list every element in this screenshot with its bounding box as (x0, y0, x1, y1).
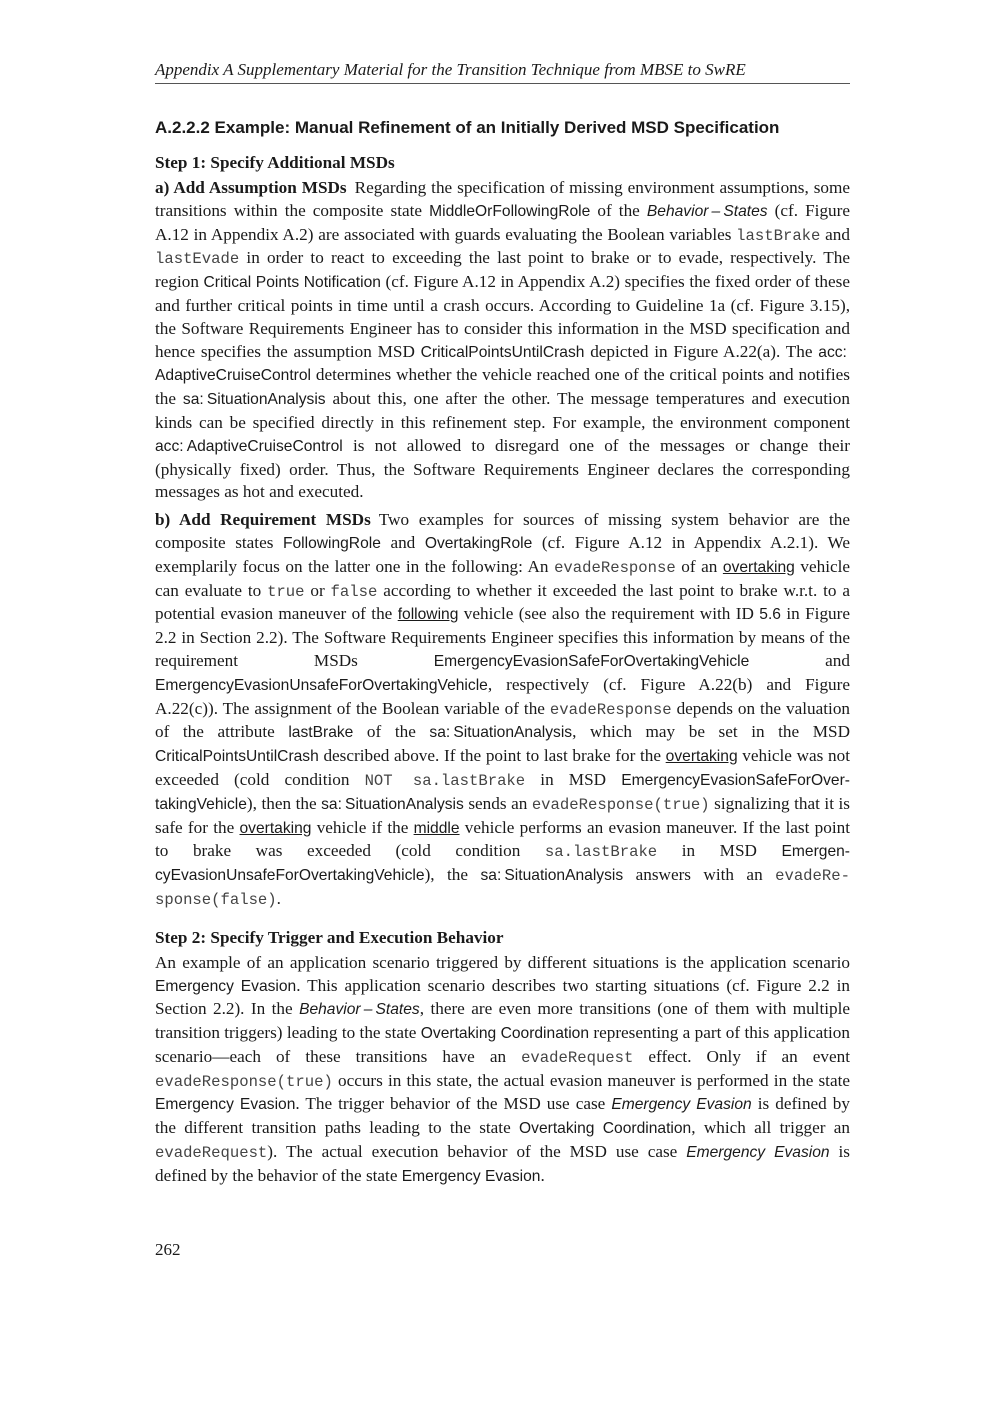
code: evadeRequest (155, 1144, 268, 1163)
term: sa: SituationAnalysis (182, 391, 326, 409)
text: and (749, 650, 850, 670)
term: sa: SituationAnalysis (321, 795, 464, 813)
paragraph-requirement-msds (155, 509, 850, 912)
code: NOT sa.lastBrake (364, 771, 526, 790)
code: sa.lastBrake (544, 843, 658, 862)
term: CriticalPointsUntilCrash (420, 343, 585, 361)
text: (cf. Figure A.12 in Appendix A.2) specifies the fixed order of these and further critical points in time until a crash occurs. According to Guideline 1a (cf. Figure 3.15), the Software Requirements Engineer has to consider this information in the MSD specification and hence specifies the assumption MSD (155, 272, 850, 361)
text: vehicle (see also the requirement with ID (458, 604, 760, 624)
text: , which all trigger an (691, 1118, 850, 1138)
code: false (330, 582, 378, 601)
term: Emergency Evasion (686, 1144, 830, 1162)
code: evadeRequest (521, 1048, 634, 1067)
term: EmergencyEvasionSafeForOvertakingVehicle (433, 652, 750, 670)
underlined-term: overtaking (665, 748, 738, 766)
text: , which may be set in the MSD (572, 722, 850, 742)
term: acc: AdaptiveCruiseControl (155, 437, 343, 455)
code: lastEvade (155, 250, 240, 269)
page-number: 262 (155, 1240, 181, 1259)
text: Two examples for sources of missing system behavior are the composite states (155, 510, 850, 552)
text: ). The actual execution behavior of the MSD use case (267, 1142, 687, 1162)
term: Behavior – States (299, 1001, 420, 1019)
underlined-term: overtaking (722, 558, 795, 576)
code: evadeResponse (549, 700, 672, 719)
text: vehicle was not exceeded (cold condition (155, 746, 850, 789)
term: 5.6 (759, 606, 781, 624)
code: evadeResponse(false) (155, 867, 850, 909)
text: (cf. Figure A.12 in Appendix A.2) are associated with guards evaluating the Boolean variables (155, 200, 850, 244)
run-in-heading-b: b) Add Requirement MSDs (155, 510, 371, 530)
text: determines whether the vehicle reached one of the critical points and notifies the (155, 365, 850, 409)
main-content (155, 116, 850, 1189)
code: lastBrake (736, 226, 821, 245)
code: evadeResponse(true) (155, 1072, 333, 1091)
text: depends on the valuation of the attribute (155, 698, 851, 742)
text: and (820, 224, 850, 244)
text: is defined by the different transition paths leading to the state (155, 1094, 850, 1138)
paragraph-trigger-execution (155, 952, 850, 1189)
text: effect. Only if an event (633, 1046, 850, 1066)
text: An example of an application scenario triggered by different situations is the application scenario (155, 952, 850, 972)
underlined-term: following (397, 606, 459, 624)
text: in MSD (525, 769, 622, 789)
text: . (540, 1165, 545, 1185)
underlined-term: middle (413, 819, 460, 837)
text: , there are even more transitions (one of them with multiple transition triggers) leading to the state (155, 999, 850, 1043)
term: Overtaking Coordination (519, 1120, 692, 1138)
text: vehicle if the (311, 817, 414, 837)
text: ), the (424, 865, 481, 885)
text: occurs in this state, the actual evasion maneuver is performed in the state (332, 1070, 850, 1090)
term: Emergency Evasion (611, 1096, 752, 1114)
text: or (304, 580, 331, 600)
paragraph-assumption-msds (155, 177, 850, 504)
text: Regarding the specification of missing environment assumptions, some transitions within the composite state (155, 178, 850, 220)
text: , respectively (cf. Figure A.22(b) and Figure A.22(c)). The assignment of the Boolean variable of the (155, 674, 850, 718)
text: representing a part of this application scenario—each of these transitions have an (155, 1023, 850, 1066)
text: of the (590, 200, 647, 220)
text: according to whether it exceeded the last point to brake w.r.t. to a potential evasion maneuver of the (155, 580, 850, 624)
text: in MSD (657, 841, 782, 861)
term: Emergency Evasion (155, 1096, 296, 1114)
term: lastBrake (288, 724, 354, 742)
term: MiddleOrFollowingRole (429, 202, 591, 220)
text: is defined by the behavior of the state (155, 1142, 850, 1185)
text: described above. If the point to last brake for the (318, 746, 666, 766)
code: evadeResponse (554, 558, 676, 577)
text: in Figure 2.2 in Section 2.2). The Software Requirements Engineer specifies this information by means of the requirement MSDs (155, 604, 850, 670)
term: sa: SituationAnalysis (480, 867, 624, 885)
text: (cf. Figure A.12 in Appendix A.2.1). We exemplarily focus on the latter one in the following: An (155, 532, 850, 576)
text: answers with an (623, 865, 776, 885)
term: FollowingRole (282, 534, 381, 552)
step2-title: Step 2: Specify Trigger and Execution Behavior (155, 927, 504, 947)
text: . The trigger behavior of the MSD use case (295, 1094, 612, 1114)
term: Emergency Evasion (155, 977, 297, 995)
text: of the (353, 722, 430, 742)
term: sa: SituationAnalysis (429, 724, 573, 742)
term: Critical Points Notification (203, 274, 381, 292)
text: . (276, 888, 281, 908)
text: . This application scenario describes two starting situations (cf. Figure 2.2 in Section 2.2). In the (155, 975, 850, 1019)
text: about this, one after the other. The message temperatures and execution kinds can be specified directly in this refinement step. For example, the environment component (155, 389, 850, 432)
text: in order to react to exceeding the last point to brake or to evade, respectively. The region (155, 248, 850, 292)
section-title: A.2.2.2 Example: Manual Refinement of an Initially Derived MSD Specification (155, 118, 780, 137)
code: true (267, 582, 305, 601)
step1-title: Step 1: Specify Additional MSDs (155, 153, 395, 172)
term: CriticalPointsUntilCrash (155, 748, 319, 766)
term: Emergency Evasion (401, 1167, 541, 1185)
term: acc: AdaptiveCruiseControl (155, 343, 850, 385)
text: signalizing that it is safe for the (155, 793, 850, 837)
run-in-heading-a: a) Add Assumption MSDs (155, 178, 347, 197)
text: depicted in Figure A.22(a). The (584, 341, 819, 361)
term: Overtaking Coordination (420, 1025, 590, 1043)
text: vehicle can evaluate to (155, 556, 851, 600)
code: evadeResponse(true) (531, 795, 710, 814)
text: ), then the (246, 793, 322, 813)
term: Behavior – States (646, 202, 768, 220)
text: and (380, 532, 425, 552)
text: is not allowed to disregard one of the messages or change their (physically fixed) order. Thus, the Software Requirements Engineer declares the corresponding messages as hot and executed. (155, 435, 850, 502)
term: EmergencyEvasionUnsafeForOvertakingVehicle (155, 676, 488, 694)
term: EmergencyEvasionSafeForOvertakingVehicle (155, 771, 850, 813)
underlined-term: overtaking (239, 819, 312, 837)
running-header: Appendix A Supplementary Material for the Transition Technique from MBSE to SwRE (155, 58, 850, 84)
text: vehicle performs an evasion maneuver. If the last point to brake was exceeded (cold condition (155, 817, 850, 861)
term: EmergencyEvasionUnsafeForOvertakingVehicle (155, 843, 850, 885)
term: OvertakingRole (424, 534, 533, 552)
text: sends an (463, 793, 532, 813)
text: of an (675, 556, 723, 576)
